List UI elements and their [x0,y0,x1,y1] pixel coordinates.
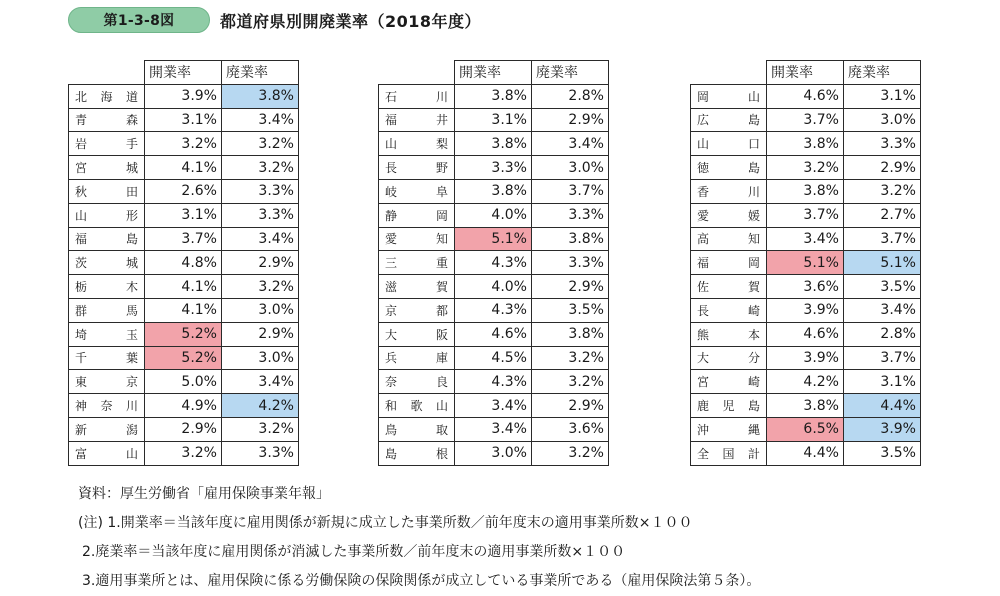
table-header-row [69,61,299,85]
open-rate-cell: 4.0% [455,275,532,299]
close-rate-cell: 2.8% [844,322,921,346]
close-rate-header: 廃業率 [222,61,299,85]
prefecture-name: 愛知 [379,227,455,251]
close-rate-cell: 3.8% [532,227,609,251]
source-note: 資料：厚生労働省「雇用保険事業年報」 [78,486,330,502]
prefecture-name: 神奈川 [69,394,145,418]
prefecture-name: 島根 [379,441,455,465]
table-row [69,108,299,132]
open-rate-cell: 3.8% [767,132,844,156]
prefecture-name: 熊本 [691,322,767,346]
open-rate-cell: 5.1% [455,227,532,251]
close-rate-cell: 3.3% [532,251,609,275]
open-rate-cell: 3.3% [455,156,532,180]
open-rate-cell: 3.8% [455,84,532,108]
table-row [379,370,609,394]
prefecture-name: 富山 [69,441,145,465]
prefecture-name: 福岡 [691,251,767,275]
open-rate-cell: 4.9% [145,394,222,418]
close-rate-cell: 3.0% [222,298,299,322]
table-row [69,417,299,441]
table-row [69,394,299,418]
prefecture-name: 佐賀 [691,275,767,299]
open-rate-cell: 2.9% [145,417,222,441]
prefecture-name: 栃木 [69,275,145,299]
table-row [691,298,921,322]
open-rate-cell: 4.4% [767,441,844,465]
header-corner [69,61,145,85]
close-rate-cell: 3.0% [222,346,299,370]
prefecture-name: 石川 [379,84,455,108]
close-rate-cell: 3.1% [844,370,921,394]
open-rate-cell: 3.9% [767,346,844,370]
table-row [69,298,299,322]
open-rate-cell: 4.5% [455,346,532,370]
close-rate-header: 廃業率 [844,61,921,85]
prefecture-name: 埼玉 [69,322,145,346]
table-row [69,370,299,394]
open-rate-header: 開業率 [455,61,532,85]
open-rate-cell: 3.2% [767,156,844,180]
prefecture-name: 長野 [379,156,455,180]
table-row [379,179,609,203]
table-row [69,156,299,180]
open-rate-cell: 5.2% [145,346,222,370]
prefecture-name: 静岡 [379,203,455,227]
prefecture-name: 滋賀 [379,275,455,299]
prefecture-name: 大分 [691,346,767,370]
close-rate-cell: 3.8% [222,84,299,108]
open-rate-cell: 5.2% [145,322,222,346]
prefecture-name: 新潟 [69,417,145,441]
figure-header [68,6,481,34]
table-row [691,179,921,203]
prefecture-name: 茨城 [69,251,145,275]
open-rate-cell: 3.9% [767,298,844,322]
open-rate-cell: 3.8% [455,132,532,156]
close-rate-cell: 3.4% [844,298,921,322]
table-row [69,179,299,203]
prefecture-name: 岐阜 [379,179,455,203]
table-row [69,227,299,251]
open-rate-cell: 4.6% [767,84,844,108]
close-rate-cell: 3.3% [844,132,921,156]
close-rate-cell: 3.5% [532,298,609,322]
close-rate-cell: 3.6% [532,417,609,441]
rate-table-3 [690,60,921,466]
prefecture-name: 宮城 [69,156,145,180]
open-rate-cell: 5.1% [767,251,844,275]
prefecture-name: 沖縄 [691,417,767,441]
close-rate-cell: 3.2% [532,346,609,370]
close-rate-cell: 3.2% [532,441,609,465]
table-row [691,441,921,465]
note-2: 2.廃業率＝当該年度に雇用関係が消滅した事業所数／前年度末の適用事業所数×１００ [82,544,626,560]
table-row [379,394,609,418]
open-rate-header: 開業率 [767,61,844,85]
close-rate-cell: 2.9% [532,275,609,299]
prefecture-name: 広島 [691,108,767,132]
table-row [379,156,609,180]
table-row [379,227,609,251]
table-row [691,132,921,156]
open-rate-cell: 6.5% [767,417,844,441]
prefecture-name: 三重 [379,251,455,275]
table-row [69,346,299,370]
table-row [379,203,609,227]
table-row [379,275,609,299]
note-3: 3.適用事業所とは、雇用保険に係る労働保険の保険関係が成立している事業所である（雇用保険法第５条）。 [82,573,761,589]
close-rate-cell: 3.2% [222,132,299,156]
prefecture-name: 群馬 [69,298,145,322]
table-row [69,84,299,108]
table-header-row [379,61,609,85]
table-row [69,203,299,227]
table-header-row [691,61,921,85]
header-corner [379,61,455,85]
open-rate-cell: 3.9% [145,84,222,108]
prefecture-name: 北海道 [69,84,145,108]
close-rate-cell: 2.8% [532,84,609,108]
open-rate-cell: 3.1% [455,108,532,132]
open-rate-cell: 3.7% [767,108,844,132]
rate-table-2 [378,60,609,466]
table-row [691,108,921,132]
prefecture-name: 福井 [379,108,455,132]
rate-table-1 [68,60,299,466]
open-rate-cell: 4.0% [455,203,532,227]
table-row [379,322,609,346]
table-row [379,298,609,322]
close-rate-cell: 4.2% [222,394,299,418]
table-row [69,322,299,346]
notes-block [78,480,760,596]
table-row [691,84,921,108]
prefecture-name: 山梨 [379,132,455,156]
open-rate-cell: 4.1% [145,298,222,322]
prefecture-name: 和歌山 [379,394,455,418]
close-rate-cell: 2.7% [844,203,921,227]
table-row [379,84,609,108]
prefecture-name: 愛媛 [691,203,767,227]
close-rate-cell: 3.2% [222,275,299,299]
close-rate-cell: 3.8% [532,322,609,346]
prefecture-name: 全国計 [691,441,767,465]
prefecture-name: 大阪 [379,322,455,346]
close-rate-cell: 3.7% [844,346,921,370]
close-rate-cell: 3.4% [532,132,609,156]
open-rate-cell: 3.0% [455,441,532,465]
table-row [691,346,921,370]
open-rate-cell: 4.1% [145,275,222,299]
prefecture-name: 福島 [69,227,145,251]
close-rate-cell: 3.7% [844,227,921,251]
close-rate-cell: 3.3% [532,203,609,227]
close-rate-cell: 3.2% [222,156,299,180]
prefecture-name: 高知 [691,227,767,251]
table-row [379,251,609,275]
open-rate-cell: 3.8% [767,179,844,203]
prefecture-name: 岡山 [691,84,767,108]
close-rate-cell: 3.7% [532,179,609,203]
close-rate-cell: 2.9% [532,108,609,132]
prefecture-name: 兵庫 [379,346,455,370]
table-row [69,132,299,156]
close-rate-cell: 3.9% [844,417,921,441]
close-rate-cell: 4.4% [844,394,921,418]
open-rate-cell: 3.4% [455,394,532,418]
table-row [691,203,921,227]
close-rate-cell: 3.3% [222,179,299,203]
table-row [379,346,609,370]
open-rate-cell: 4.6% [455,322,532,346]
prefecture-name: 奈良 [379,370,455,394]
open-rate-cell: 4.2% [767,370,844,394]
table-row [691,156,921,180]
close-rate-cell: 2.9% [844,156,921,180]
prefecture-name: 宮崎 [691,370,767,394]
table-row [691,322,921,346]
open-rate-cell: 5.0% [145,370,222,394]
prefecture-name: 徳島 [691,156,767,180]
prefecture-name: 青森 [69,108,145,132]
open-rate-cell: 3.1% [145,108,222,132]
open-rate-cell: 3.8% [455,179,532,203]
open-rate-cell: 3.6% [767,275,844,299]
close-rate-cell: 3.0% [844,108,921,132]
open-rate-cell: 3.4% [767,227,844,251]
open-rate-cell: 4.1% [145,156,222,180]
close-rate-header: 廃業率 [532,61,609,85]
prefecture-name: 香川 [691,179,767,203]
open-rate-cell: 4.6% [767,322,844,346]
close-rate-cell: 3.0% [532,156,609,180]
prefecture-name: 鹿児島 [691,394,767,418]
close-rate-cell: 2.9% [222,251,299,275]
close-rate-cell: 3.1% [844,84,921,108]
open-rate-cell: 3.2% [145,132,222,156]
prefecture-name: 山形 [69,203,145,227]
open-rate-header: 開業率 [145,61,222,85]
close-rate-cell: 3.2% [844,179,921,203]
prefecture-name: 長崎 [691,298,767,322]
table-row [691,394,921,418]
prefecture-name: 東京 [69,370,145,394]
table-row [691,417,921,441]
close-rate-cell: 3.3% [222,203,299,227]
close-rate-cell: 3.5% [844,441,921,465]
open-rate-cell: 4.3% [455,251,532,275]
open-rate-cell: 4.3% [455,370,532,394]
close-rate-cell: 3.5% [844,275,921,299]
close-rate-cell: 3.4% [222,108,299,132]
close-rate-cell: 3.3% [222,441,299,465]
close-rate-cell: 2.9% [532,394,609,418]
close-rate-cell: 3.2% [222,417,299,441]
prefecture-name: 千葉 [69,346,145,370]
open-rate-cell: 4.3% [455,298,532,322]
figure-title: 都道府県別開廃業率（2018年度） [220,11,482,31]
close-rate-cell: 2.9% [222,322,299,346]
open-rate-cell: 3.7% [767,203,844,227]
close-rate-cell: 3.4% [222,370,299,394]
table-row [69,275,299,299]
prefecture-name: 秋田 [69,179,145,203]
open-rate-cell: 4.8% [145,251,222,275]
table-row [379,417,609,441]
table-row [691,275,921,299]
table-row [379,108,609,132]
prefecture-name: 京都 [379,298,455,322]
table-row [691,251,921,275]
table-row [379,132,609,156]
open-rate-cell: 3.2% [145,441,222,465]
table-row [691,370,921,394]
table-row [379,441,609,465]
table-row [691,227,921,251]
note-1: (注) 1.開業率＝当該年度に雇用関係が新規に成立した事業所数／前年度末の適用事業所数×１００ [78,515,693,531]
open-rate-cell: 3.1% [145,203,222,227]
table-row [69,251,299,275]
open-rate-cell: 3.7% [145,227,222,251]
close-rate-cell: 5.1% [844,251,921,275]
prefecture-name: 山口 [691,132,767,156]
prefecture-name: 鳥取 [379,417,455,441]
close-rate-cell: 3.4% [222,227,299,251]
open-rate-cell: 2.6% [145,179,222,203]
open-rate-cell: 3.8% [767,394,844,418]
figure-number-badge: 第1-3-8図 [68,7,210,33]
prefecture-name: 岩手 [69,132,145,156]
header-corner [691,61,767,85]
close-rate-cell: 3.2% [532,370,609,394]
table-row [69,441,299,465]
open-rate-cell: 3.4% [455,417,532,441]
